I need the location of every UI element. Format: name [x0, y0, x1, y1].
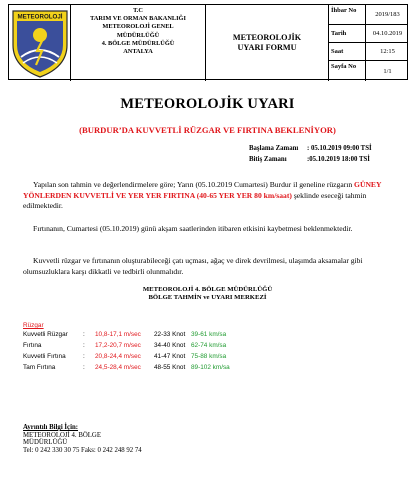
- institution-line: 4. BÖLGE MÜDÜRLÜĞÜ: [101, 39, 175, 47]
- start-time: [249, 145, 372, 152]
- institution-line: T.C: [133, 7, 143, 14]
- wind-kmh: 62-74 km/sa: [191, 342, 227, 349]
- center-name: BÖLGE TAHMİN ve UYARI MERKEZİ: [148, 294, 267, 301]
- wind-colon: :: [83, 364, 85, 371]
- storm-end-paragraph: Fırtınanın, Cumartesi (05.10.2019) günü akşam saatlerinden itibaren etkisini kaybetmesi beklenmektedir.: [33, 224, 353, 233]
- wind-colon: :: [83, 342, 85, 349]
- institution-block: [71, 5, 206, 81]
- wind-warning-highlight: GÜNEY YÖNLERDEN KUVVETLİ VE YER YER FIRTINA (40-65 YER YER 80 km/saat): [23, 180, 382, 200]
- contact-block: [23, 424, 142, 454]
- wind-ms: 20,8-24,4 m/sec: [95, 353, 141, 360]
- wind-knot: 48-55 Knot: [154, 364, 186, 371]
- meta-label: Saat: [331, 48, 344, 55]
- contact-org: METEOROLOJİ 4. BÖLGE: [23, 431, 101, 439]
- meta-value: 2019/183: [365, 5, 409, 24]
- wind-row: [23, 331, 403, 340]
- end-time: [249, 156, 370, 163]
- paragraph-text: şeklinde eseceği tahmin edilmektedir.: [23, 190, 367, 211]
- wind-ms: 10,8-17,1 m/sec: [95, 331, 141, 338]
- meta-row-saat: [329, 43, 408, 61]
- meta-row-sayfa: [329, 61, 408, 81]
- wind-name: Kuvvetli Fırtına: [23, 353, 66, 360]
- wind-name: Tam Fırtına: [23, 364, 56, 371]
- institution-line: TARIM VE ORMAN BAKANLIĞI: [90, 15, 186, 23]
- meta-label: Tarih: [331, 30, 347, 37]
- meta-value: 1/1: [365, 61, 409, 81]
- meta-label: İhbar No: [331, 7, 357, 14]
- paragraph-text: Yapılan son tahmin ve değerlendirmelere göre; Yarın (05.10.2019 Cumartesi) Burdur il geneline rüzgarın: [33, 180, 355, 189]
- wind-name: Kuvvetli Rüzgar: [23, 331, 68, 338]
- logo-cell: [9, 5, 71, 81]
- institution-line: MÜDÜRLÜĞÜ: [116, 31, 160, 39]
- wind-kmh: 75-88 km/sa: [191, 353, 227, 360]
- wind-row: [23, 353, 403, 362]
- office-name: METEOROLOJİ 4. BÖLGE MÜDÜRLÜĞÜ: [142, 286, 273, 293]
- wind-kmh: 89-102 km/sa: [191, 364, 230, 371]
- meta-value: 04.10.2019: [365, 25, 409, 42]
- wind-ms: 24,5-28,4 m/sec: [95, 364, 141, 371]
- wind-category-label: Rüzgar: [23, 322, 44, 329]
- form-title-line: UYARI FORMU: [237, 43, 297, 52]
- start-time-value: : 05.10.2019 09:00 TSİ: [307, 145, 372, 152]
- end-time-value: :05.10.2019 18:00 TSİ: [307, 156, 370, 163]
- meta-row-ihbar: [329, 5, 408, 25]
- institution-line: METEOROLOJİ GENEL: [102, 23, 174, 31]
- meta-block: [329, 5, 408, 81]
- meteorology-logo: [9, 5, 71, 81]
- institution-line: ANTALYA: [123, 48, 153, 56]
- wind-kmh: 39-61 km/sa: [191, 331, 227, 338]
- wind-knot: 34-40 Knot: [154, 342, 186, 349]
- page-subtitle: (BURDUR’DA KUVVETLİ RÜZGAR VE FIRTINA BEKLENİYOR): [79, 125, 336, 135]
- wind-colon: :: [83, 353, 85, 360]
- wind-row: [23, 342, 403, 351]
- logo-text: METEOROLOJİ: [17, 13, 63, 21]
- wind-row: [23, 364, 403, 373]
- end-time-label: Bitiş Zamanı: [249, 156, 287, 163]
- start-time-label: Başlama Zamanı: [249, 145, 299, 152]
- meta-label: Sayfa No: [331, 63, 357, 70]
- wind-name: Fırtına: [23, 342, 42, 349]
- form-title-line: METEOROLOJİK: [232, 33, 302, 42]
- wind-colon: :: [83, 331, 85, 338]
- meta-row-tarih: [329, 25, 408, 43]
- wind-knot: 22-33 Knot: [154, 331, 186, 338]
- precaution-paragraph: Kuvvetli rüzgar ve fırtınanın oluşturabileceği çatı uçması, ağaç ve direk devrilmesi, ulaşımda aksamalar gibi olumsuzluklara karşı dikkatli ve tedbirli olunmalıdır.: [23, 256, 363, 276]
- form-title-cell: [206, 5, 329, 81]
- wind-ms: 17,2-20,7 m/sec: [95, 342, 141, 349]
- contact-org: MÜDÜRLÜĞÜ: [23, 439, 68, 447]
- header-table: [8, 4, 408, 80]
- contact-heading: Ayrıntılı Bilgi İçin:: [23, 424, 79, 431]
- contact-phone: Tel: 0 242 330 30 75 Faks: 0 242 248 92 74: [23, 446, 142, 454]
- meta-value: 12:15: [365, 43, 409, 60]
- page-title: METEOROLOJİK UYARI: [120, 96, 295, 112]
- forecast-paragraph: [23, 180, 393, 212]
- wind-knot: 41-47 Knot: [154, 353, 186, 360]
